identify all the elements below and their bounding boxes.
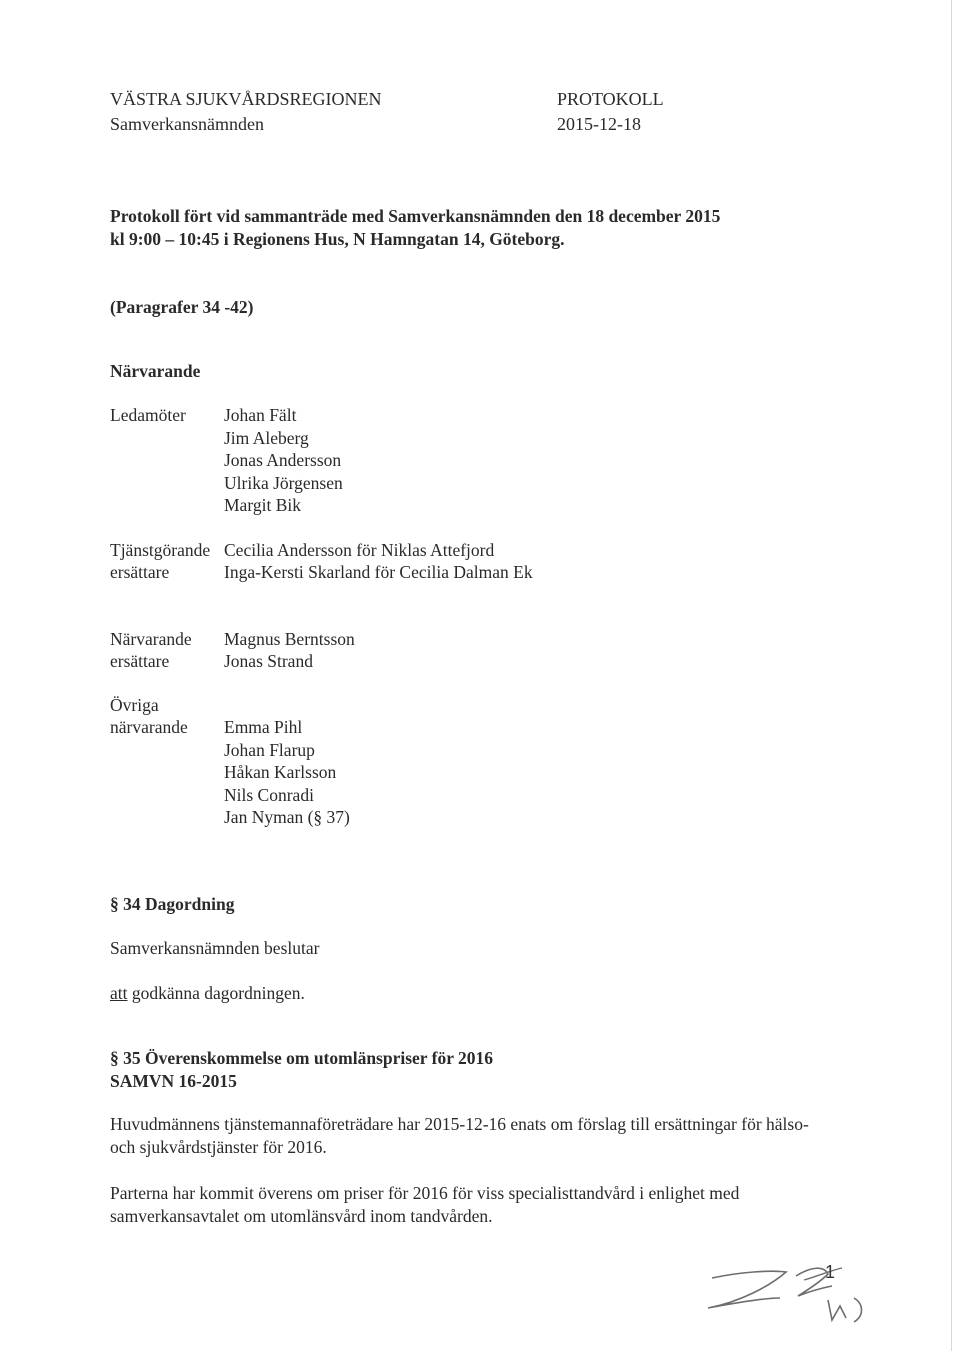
member-name: Jim Aleberg [224, 427, 309, 448]
other-attendee: Johan Flarup [224, 739, 315, 760]
others-list [224, 716, 350, 829]
section-34-decision-text: godkänna dagordningen. [127, 983, 305, 1003]
section-35-paragraph-2: Parterna har kommit överens om priser för 2016 för viss specialisttandvård i enlighet med samverkansavtalet om utomlänsvård inom tandvården. [110, 1183, 740, 1226]
members-label: Ledamöter [110, 405, 186, 425]
document-date: 2015-12-18 [557, 114, 641, 134]
others-label-line-2: närvarande [110, 717, 188, 737]
section-35-heading: § 35 Överenskommelse om utomlänspriser för 2016 [110, 1048, 494, 1068]
serving-label-line-2: ersättare [110, 562, 170, 582]
serving-substitute: Inga-Kersti Skarland för Cecilia Dalman Ek [224, 562, 533, 582]
page-number: 1 [825, 1262, 836, 1282]
present-substitute: Magnus Berntsson [224, 629, 355, 649]
intro-line-2: kl 9:00 – 10:45 i Regionens Hus, N Hamngatan 14, Göteborg. [110, 229, 565, 249]
member-name: Margit Bik [224, 495, 301, 515]
other-attendee: Håkan Karlsson [224, 762, 337, 782]
section-34-decision [110, 982, 305, 1004]
section-35-paragraph-1: Huvudmännens tjänstemannaföreträdare har 2015-12-16 enats om förslag till ersättningar för hälso- och sjukvårdstjänster för 2016. [110, 1114, 809, 1157]
section-34-heading: § 34 Dagordning [110, 894, 235, 914]
present-substitute: Jonas Strand [224, 651, 313, 671]
members-list [224, 404, 343, 517]
member-name: Johan Fält [224, 405, 297, 425]
serving-substitute: Cecilia Andersson för Niklas Attefjord [224, 540, 495, 560]
other-attendee: Jan Nyman (§ 37) [224, 807, 350, 827]
member-name: Ulrika Jörgensen [224, 472, 343, 493]
other-attendee: Emma Pihl [224, 717, 303, 737]
serving-label-line-1: Tjänstgörande [110, 540, 211, 560]
member-name: Jonas Andersson [224, 450, 342, 470]
committee-name: Samverkansnämnden [110, 114, 264, 134]
document-type: PROTOKOLL [557, 89, 664, 109]
present-subs-label-line-1: Närvarande [110, 629, 192, 649]
section-34-decision-intro: Samverkansnämnden beslutar [110, 938, 320, 958]
signature-initials [700, 1258, 880, 1330]
present-subs-label-line-2: ersättare [110, 651, 170, 671]
section-35-reference: SAMVN 16-2015 [110, 1071, 237, 1091]
organization-name: VÄSTRA SJUKVÅRDSREGIONEN [110, 89, 382, 109]
att-keyword: att [110, 983, 128, 1003]
others-label-line-1: Övriga [110, 695, 159, 715]
paragraph-range: (Paragrafer 34 -42) [110, 297, 254, 317]
other-attendee: Nils Conradi [224, 784, 314, 805]
attendance-heading: Närvarande [110, 361, 201, 381]
intro-line-1: Protokoll fört vid sammanträde med Samverkansnämnden den 18 december 2015 [110, 206, 721, 226]
page-edge-line [951, 0, 952, 1351]
